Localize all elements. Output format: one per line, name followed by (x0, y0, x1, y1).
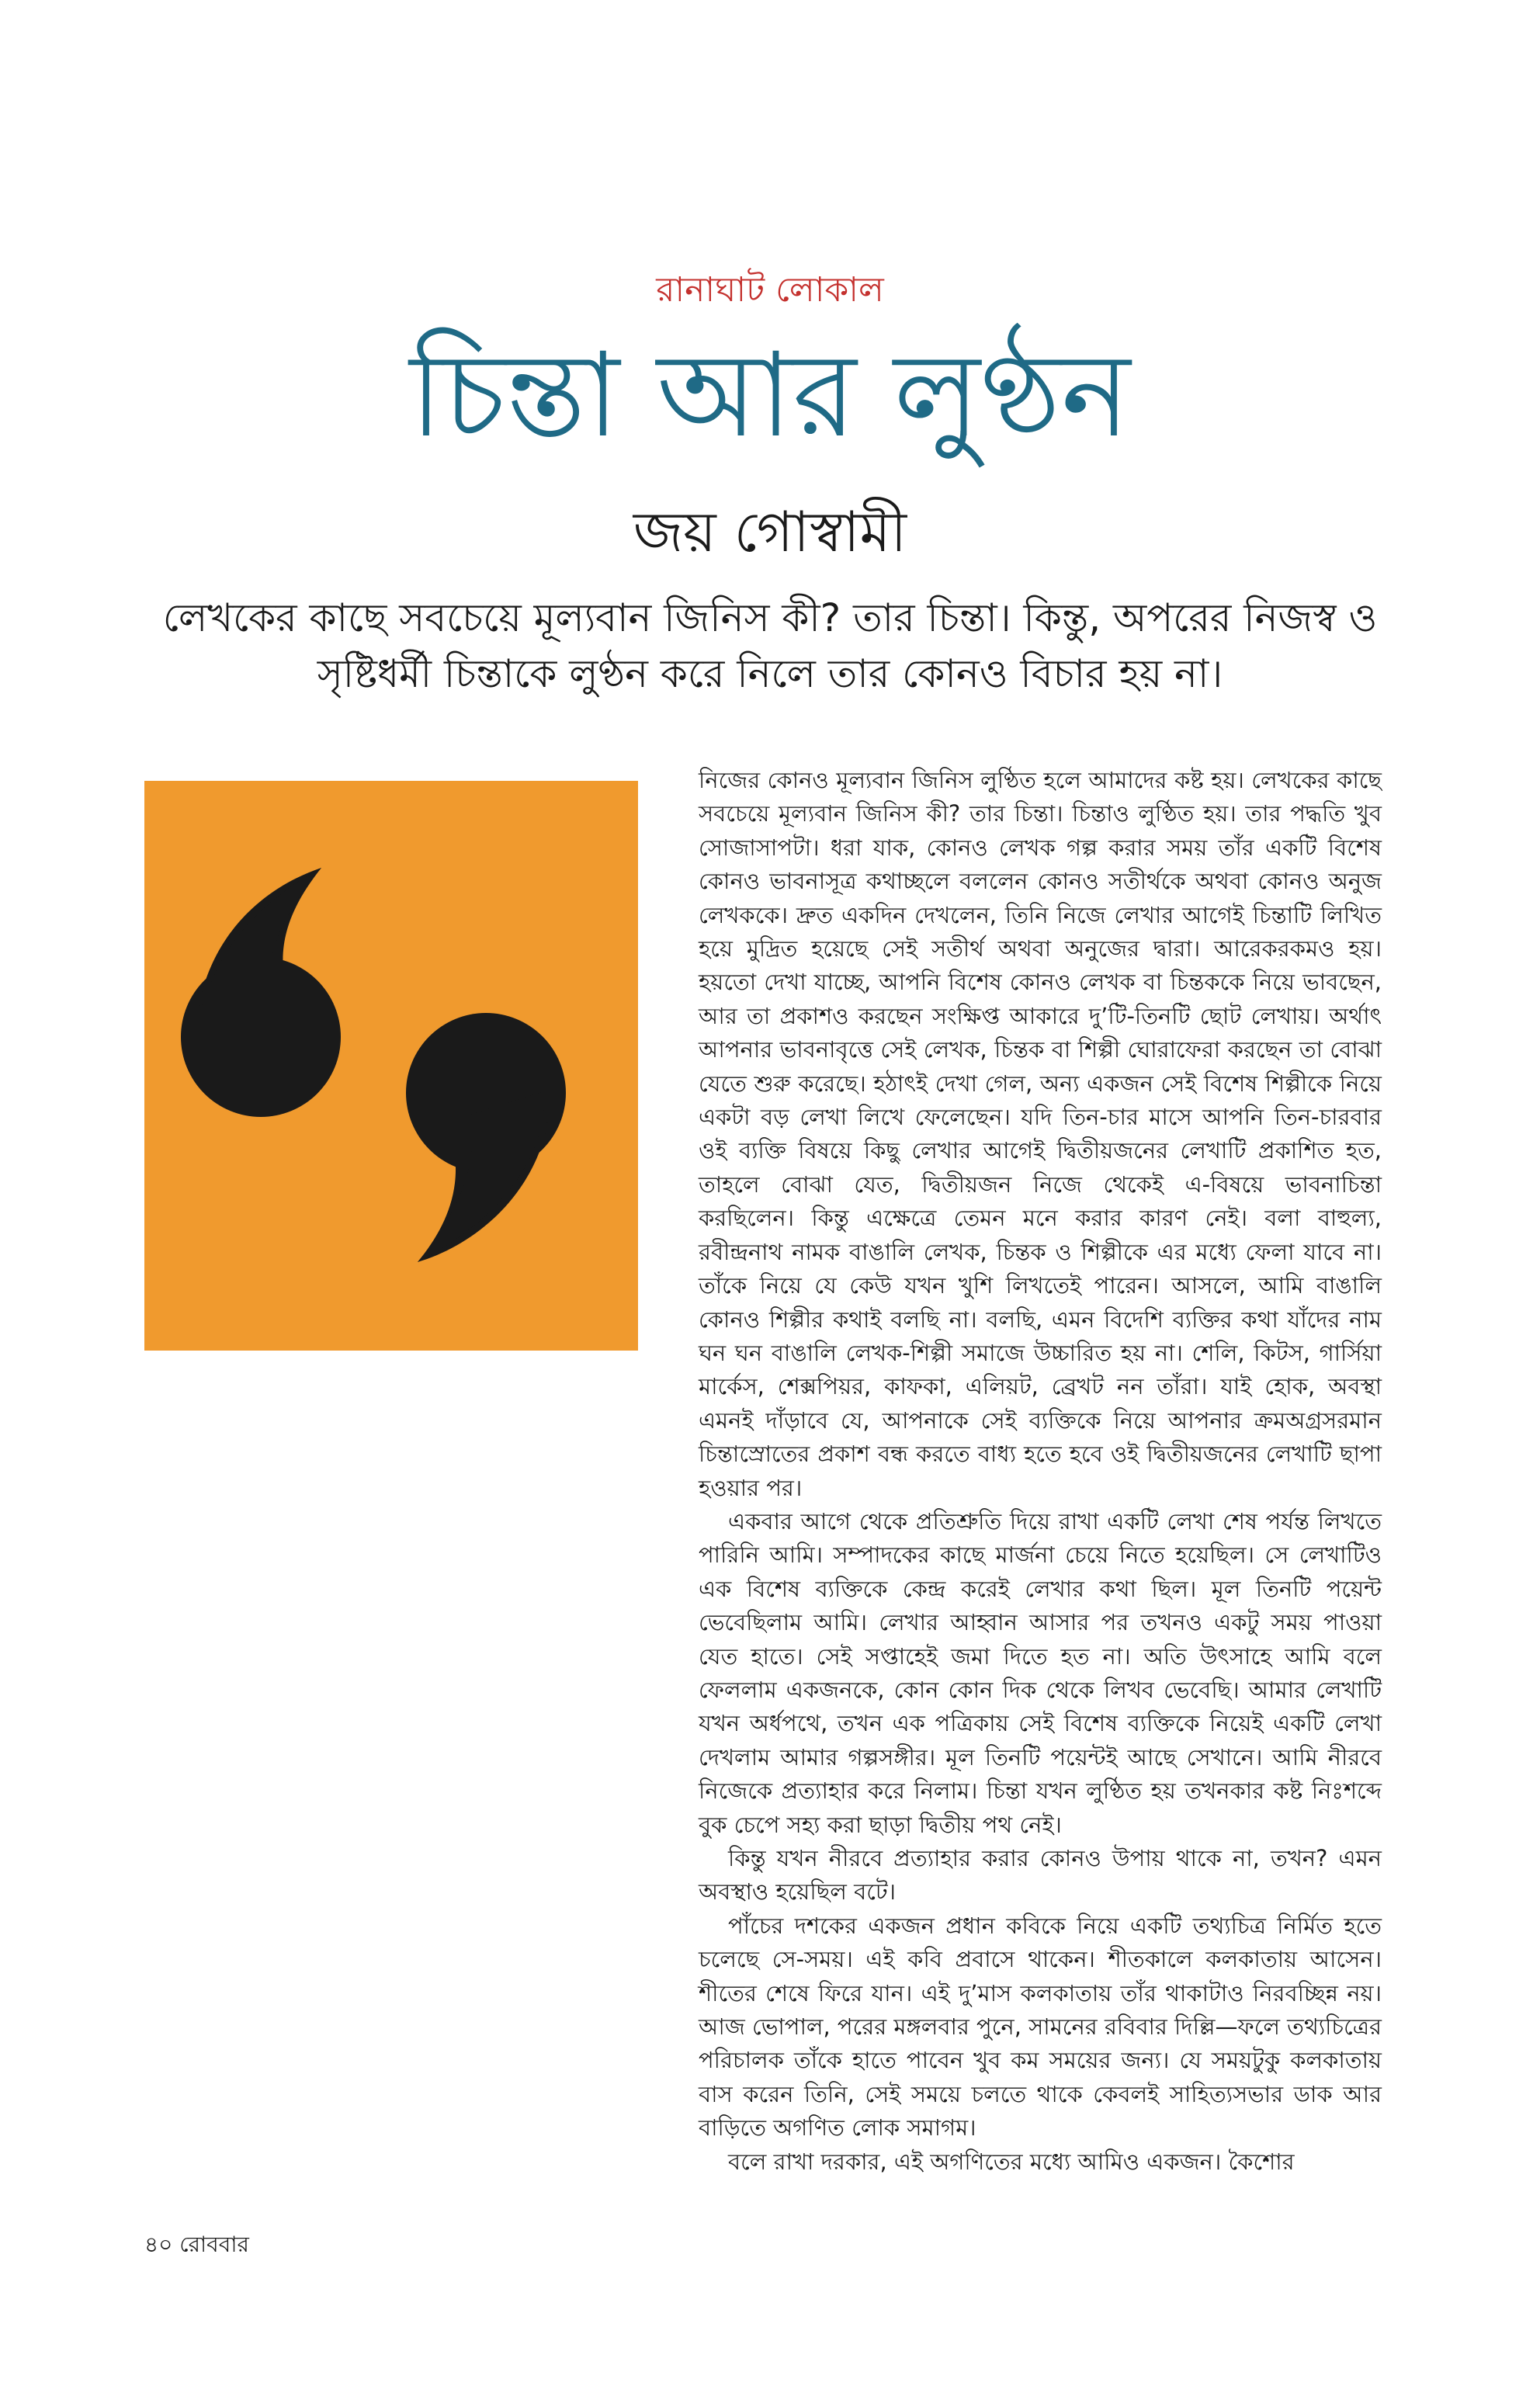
body-paragraph-3: কিন্তু যখন নীরবে প্রত্যাহার করার কোনও উপায় থাকে না, তখন? এমন অবস্থাও হয়েছিল বটে। (699, 1845, 1382, 1906)
body-paragraph-2: একবার আগে থেকে প্রতিশ্রুতি দিয়ে রাখা একটি লেখা শেষ পর্যন্ত লিখতে পারিনি আমি। সম্পাদকের কাছে মার্জনা চেয়ে নিতে হয়েছিল। সে লেখাটিও এক বিশেষ ব্যক্তিকে কেন্দ্র করেই লেখার কথা ছিল। মূল তিনটি পয়েন্ট ভেবেছিলাম আমি। লেখার আহ্বান আসার পর তখনও একটু সময় পাওয়া যেত হাতে। সেই সপ্তাহেই জমা দিতে হত না। অতি উৎসাহে আমি বলে ফেললাম একজনকে, কোন কোন দিক থেকে লিখব ভেবেছি। আমার লেখাটি যখন অর্ধপথে, তখন এক পত্রিকায় সেই বিশেষ ব্যক্তিকে নিয়েই একটি লেখা দেখলাম আমার গল্পসঙ্গীর। মূল তিনটি পয়েন্টই আছে সেখানে। আমি নীরবে নিজেকে প্রত্যাহার করে নিলাম। চিন্তা যখন লুণ্ঠিত হয় তখনকার কষ্ট নিঃশব্দে বুক চেপে সহ্য করা ছাড়া দ্বিতীয় পথ নেই। (699, 1507, 1382, 1838)
page-folio: ৪০ রোববার (144, 2232, 249, 2257)
article-title: চিন্তা আর লুণ্ঠন (409, 328, 1131, 463)
article-standfirst: লেখকের কাছে সবচেয়ে মূল্যবান জিনিস কী? তার চিন্তা। কিন্তু, অপরের নিজস্ব ও সৃষ্টিধর্মী চিন্তাকে লুণ্ঠন করে নিলে তার কোনও বিচার হয় না। (162, 595, 1378, 696)
body-paragraph-1: নিজের কোনও মূল্যবান জিনিস লুণ্ঠিত হলে আমাদের কষ্ট হয়। লেখকের কাছে সবচেয়ে মূল্যবান জিনিস কী? তার চিন্তা। চিন্তাও লুণ্ঠিত হয়। তার পদ্ধতি খুব সোজাসাপটা। ধরা যাক, কোনও লেখক গল্প করার সময় তাঁর একটি বিশেষ কোনও ভাবনাসূত্র কথাচ্ছলে বললেন কোনও সতীর্থকে অথবা কোনও অনুজ লেখককে। দ্রুত একদিন দেখলেন, তিনি নিজে লেখার আগেই চিন্তাটি লিখিত হয়ে মুদ্রিত হয়েছে সেই সতীর্থ অথবা অনুজের দ্বারা। আরেকরকমও হয়। হয়তো দেখা যাচ্ছে, আপনি বিশেষ কোনও লেখক বা চিন্তককে নিয়ে ভাবছেন, আর তা প্রকাশও করছেন সংক্ষিপ্ত আকারে দু’টি-তিনটি ছোট লেখায়। অর্থাৎ আপনার ভাবনাবৃত্তে সেই লেখক, চিন্তক বা শিল্পী ঘোরাফেরা করছেন তা বোঝা যেতে শুরু করেছে। হঠাৎই দেখা গেল, অন্য একজন সেই বিশেষ শিল্পীকে নিয়ে একটা বড় লেখা লিখে ফেলেছেন। যদি তিন-চার মাসে আপনি তিন-চারবার ওই ব্যক্তি বিষয়ে কিছু লেখার আগেই দ্বিতীয়জনের লেখাটি প্রকাশিত হত, তাহলে বোঝা যেত, দ্বিতীয়জন নিজে থেকেই এ-বিষয়ে ভাবনাচিন্তা করছিলেন। কিন্তু এক্ষেত্রে তেমন মনে করার কারণ নেই। বলা বাহুল্য, রবীন্দ্রনাথ নামক বাঙালি লেখক, চিন্তক ও শিল্পীকে এর মধ্যে ফেলা যাবে না। তাঁকে নিয়ে যে কেউ যখন খুশি লিখতেই পারেন। আসলে, আমি বাঙালি কোনও শিল্পীর কথাই বলছি না। বলছি, এমন বিদেশি ব্যক্তির কথা যাঁদের নাম ঘন ঘন বাঙালি লেখক-শিল্পী সমাজে উচ্চারিত হয় না। শেলি, কিটস, গার্সিয়া মার্কেস, শেক্সপিয়র, কাফকা, এলিয়ট, ব্রেখট নন তাঁরা। যাই হোক, অবস্থা এমনই দাঁড়াবে যে, আপনাকে সেই ব্যক্তিকে নিয়ে আপনার ক্রমঅগ্রসরমান চিন্তাস্রোতের প্রকাশ বন্ধ করতে বাধ্য হতে হবে ওই দ্বিতীয়জনের লেখাটি ছাপা হওয়ার পর। (699, 767, 1382, 1501)
body-paragraph-4: পাঁচের দশকের একজন প্রধান কবিকে নিয়ে একটি তথ্যচিত্র নির্মিত হতে চলেছে সে-সময়। এই কবি প্রবাসে থাকেন। শীতকালে কলকাতায় আসেন। শীতের শেষে ফিরে যান। এই দু’মাস কলকাতায় তাঁর থাকাটাও নিরবচ্ছিন্ন নয়। আজ ভোপাল, পরের মঙ্গলবার পুনে, সামনের রবিবার দিল্লি—ফলে তথ্যচিত্রের পরিচালক তাঁকে হাতে পাবেন খুব কম সময়ের জন্য। যে সময়টুকু কলকাতায় বাস করেন তিনি, সেই সময়ে চলতে থাকে কেবলই সাহিত্যসভার ডাক আর বাড়িতে অগণিত লোক সমাগম। (699, 1912, 1382, 2142)
quotation-marks-icon (144, 781, 638, 1351)
section-kicker: রানাঘাট লোকাল (656, 270, 884, 310)
quotation-illustration (144, 781, 638, 1351)
body-paragraph-5: বলে রাখা দরকার, এই অগণিতের মধ্যে আমিও একজন। কৈশোর (728, 2148, 1295, 2175)
author-byline: জয় গোস্বামী (633, 499, 907, 564)
article-body (699, 764, 1382, 2179)
